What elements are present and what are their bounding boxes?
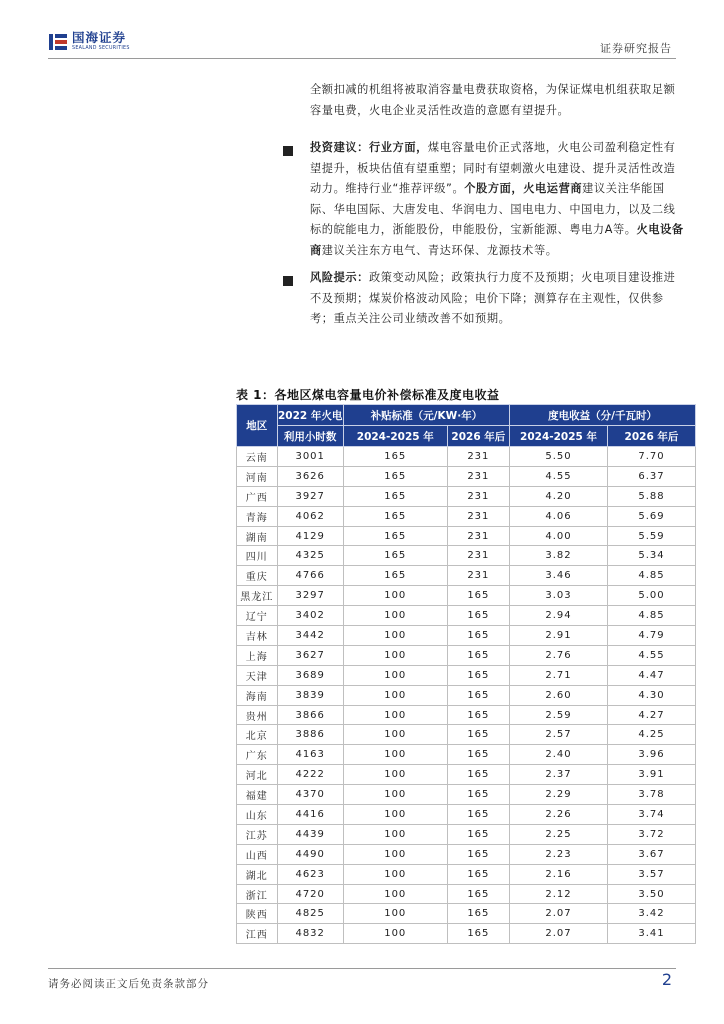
cell-region: 河北: [237, 765, 278, 785]
cell-revenue-2024: 3.82: [510, 546, 608, 566]
cell-revenue-2026: 4.25: [607, 725, 695, 745]
header-subsidy-2026: 2026 年后: [447, 426, 509, 447]
cell-subsidy-2026: 231: [447, 447, 509, 467]
cell-subsidy-2024: 100: [343, 824, 447, 844]
cell-hours: 4720: [277, 884, 343, 904]
cell-subsidy-2026: 231: [447, 506, 509, 526]
cell-revenue-2024: 2.12: [510, 884, 608, 904]
cell-revenue-2024: 2.76: [510, 645, 608, 665]
table-row: [237, 645, 696, 665]
cell-subsidy-2026: 165: [447, 606, 509, 626]
cell-region: 云南: [237, 447, 278, 467]
header-region: 地区: [237, 405, 278, 447]
cell-hours: 4490: [277, 844, 343, 864]
cell-subsidy-2024: 100: [343, 924, 447, 944]
table-row: [237, 884, 696, 904]
cell-hours: 4416: [277, 805, 343, 825]
cell-revenue-2024: 2.91: [510, 626, 608, 646]
table-row: [237, 864, 696, 884]
table-title: 表 1：各地区煤电容量电价补偿标准及度电收益: [236, 388, 500, 402]
cell-revenue-2024: 4.20: [510, 486, 608, 506]
cell-subsidy-2024: 100: [343, 685, 447, 705]
cell-region: 天津: [237, 665, 278, 685]
cell-region: 重庆: [237, 566, 278, 586]
cell-hours: 3927: [277, 486, 343, 506]
cell-revenue-2026: 6.37: [607, 466, 695, 486]
cell-revenue-2024: 2.57: [510, 725, 608, 745]
cell-subsidy-2026: 165: [447, 745, 509, 765]
cell-hours: 4766: [277, 566, 343, 586]
cell-revenue-2024: 2.25: [510, 824, 608, 844]
cell-revenue-2026: 3.42: [607, 904, 695, 924]
cell-revenue-2026: 4.30: [607, 685, 695, 705]
cell-revenue-2026: 7.70: [607, 447, 695, 467]
table-row: [237, 546, 696, 566]
cell-revenue-2024: 2.16: [510, 864, 608, 884]
cell-revenue-2024: 5.50: [510, 447, 608, 467]
cell-subsidy-2024: 100: [343, 805, 447, 825]
cell-subsidy-2024: 165: [343, 486, 447, 506]
paragraph-capacity-fee: 全额扣减的机组将被取消容量电费获取资格，为保证煤电机组获取足额容量电费，火电企业灵活性改造的意愿有望提升。: [310, 83, 676, 117]
cell-hours: 4439: [277, 824, 343, 844]
cell-revenue-2026: 3.78: [607, 785, 695, 805]
cell-revenue-2024: 4.00: [510, 526, 608, 546]
investment-text-operators: 建议关注华能国际、华电国际、大唐发电、华润电力、国电电力、中国电力，以及二线标的皖能电力，浙能股份，申能股份，宝新能源、粤电力A等。: [310, 182, 676, 236]
cell-revenue-2024: 2.60: [510, 685, 608, 705]
cell-subsidy-2024: 100: [343, 645, 447, 665]
cell-subsidy-2024: 165: [343, 526, 447, 546]
cell-revenue-2026: 3.91: [607, 765, 695, 785]
cell-region: 海南: [237, 685, 278, 705]
cell-subsidy-2024: 100: [343, 884, 447, 904]
cell-hours: 3626: [277, 466, 343, 486]
cell-hours: 3402: [277, 606, 343, 626]
cell-subsidy-2024: 100: [343, 785, 447, 805]
cell-revenue-2024: 3.03: [510, 586, 608, 606]
cell-subsidy-2026: 165: [447, 705, 509, 725]
page-header: [48, 30, 676, 58]
cell-region: 北京: [237, 725, 278, 745]
cell-subsidy-2024: 100: [343, 705, 447, 725]
cell-revenue-2026: 4.47: [607, 665, 695, 685]
cell-revenue-2026: 5.59: [607, 526, 695, 546]
cell-subsidy-2026: 231: [447, 546, 509, 566]
cell-revenue-2026: 3.57: [607, 864, 695, 884]
cell-subsidy-2024: 165: [343, 546, 447, 566]
cell-hours: 4129: [277, 526, 343, 546]
cell-region: 山东: [237, 805, 278, 825]
table-row: [237, 745, 696, 765]
table-row: [237, 725, 696, 745]
cell-region: 江西: [237, 924, 278, 944]
sealand-logo-icon: [48, 32, 68, 52]
cell-subsidy-2026: 165: [447, 844, 509, 864]
cell-region: 浙江: [237, 884, 278, 904]
table-row: [237, 765, 696, 785]
cell-revenue-2024: 2.07: [510, 904, 608, 924]
table-row: [237, 526, 696, 546]
cell-subsidy-2026: 165: [447, 665, 509, 685]
cell-revenue-2026: 3.41: [607, 924, 695, 944]
table-row: [237, 566, 696, 586]
cell-subsidy-2024: 100: [343, 586, 447, 606]
table-row: [237, 844, 696, 864]
cell-hours: 4062: [277, 506, 343, 526]
table-row: [237, 606, 696, 626]
cell-region: 贵州: [237, 705, 278, 725]
cell-subsidy-2026: 165: [447, 824, 509, 844]
cell-subsidy-2026: 165: [447, 785, 509, 805]
cell-revenue-2024: 4.06: [510, 506, 608, 526]
cell-hours: 3297: [277, 586, 343, 606]
cell-revenue-2026: 3.50: [607, 884, 695, 904]
cell-subsidy-2024: 100: [343, 725, 447, 745]
cell-revenue-2024: 2.37: [510, 765, 608, 785]
table-row: [237, 924, 696, 944]
cell-region: 吉林: [237, 626, 278, 646]
cell-subsidy-2024: 100: [343, 626, 447, 646]
investment-advice-label: 投资建议：: [310, 141, 369, 154]
table-body: [237, 447, 696, 944]
cell-hours: 4825: [277, 904, 343, 924]
cell-region: 湖北: [237, 864, 278, 884]
page-number: 2: [661, 970, 672, 989]
cell-revenue-2026: 3.96: [607, 745, 695, 765]
cell-revenue-2026: 3.67: [607, 844, 695, 864]
cell-region: 福建: [237, 785, 278, 805]
cell-hours: 3689: [277, 665, 343, 685]
table-row: [237, 626, 696, 646]
table-row: [237, 506, 696, 526]
cell-revenue-2026: 4.55: [607, 645, 695, 665]
cell-revenue-2024: 4.55: [510, 466, 608, 486]
cell-subsidy-2024: 100: [343, 864, 447, 884]
cell-region: 黑龙江: [237, 586, 278, 606]
cell-revenue-2026: 3.72: [607, 824, 695, 844]
logo-chinese-name: 国海证券: [72, 30, 127, 46]
cell-revenue-2026: 4.85: [607, 606, 695, 626]
cell-subsidy-2026: 165: [447, 884, 509, 904]
cell-subsidy-2026: 165: [447, 685, 509, 705]
header-hours-line1: 2022 年火电: [277, 405, 343, 426]
cell-revenue-2024: 2.94: [510, 606, 608, 626]
cell-hours: 4222: [277, 765, 343, 785]
cell-revenue-2026: 5.34: [607, 546, 695, 566]
cell-subsidy-2026: 165: [447, 765, 509, 785]
cell-hours: 3442: [277, 626, 343, 646]
paragraph-investment-advice: [310, 138, 686, 261]
cell-revenue-2024: 2.40: [510, 745, 608, 765]
investment-text-industry: 煤电容量电价正式落地，火电公司盈利稳定性有望提升，板块估值有望重塑；同时有望刺激火电建设、提升灵活性改造动力。维持行业“推荐评级”。: [310, 141, 676, 195]
header-revenue-2026: 2026 年后: [607, 426, 695, 447]
cell-revenue-2024: 2.71: [510, 665, 608, 685]
cell-subsidy-2026: 165: [447, 626, 509, 646]
cell-revenue-2026: 5.00: [607, 586, 695, 606]
cell-subsidy-2026: 165: [447, 645, 509, 665]
header-hours-line2: 利用小时数: [277, 426, 343, 447]
table-row: [237, 447, 696, 467]
cell-subsidy-2024: 100: [343, 665, 447, 685]
cell-region: 四川: [237, 546, 278, 566]
cell-hours: 3866: [277, 705, 343, 725]
cell-region: 山西: [237, 844, 278, 864]
cell-subsidy-2026: 231: [447, 466, 509, 486]
cell-region: 陕西: [237, 904, 278, 924]
header-revenue-per-kwh: 度电收益（分/千瓦时）: [510, 405, 696, 426]
cell-revenue-2026: 4.79: [607, 626, 695, 646]
cell-revenue-2026: 3.74: [607, 805, 695, 825]
cell-subsidy-2024: 100: [343, 745, 447, 765]
table-row: [237, 486, 696, 506]
logo-english-name: SEALAND SECURITIES: [72, 45, 130, 51]
cell-revenue-2024: 2.26: [510, 805, 608, 825]
cell-subsidy-2026: 165: [447, 864, 509, 884]
cell-subsidy-2026: 165: [447, 904, 509, 924]
cell-subsidy-2026: 231: [447, 486, 509, 506]
table-row: [237, 785, 696, 805]
header-divider: [48, 58, 676, 59]
cell-revenue-2026: 5.88: [607, 486, 695, 506]
industry-label: 行业方面，: [368, 141, 428, 154]
cell-subsidy-2024: 165: [343, 447, 447, 467]
cell-region: 广西: [237, 486, 278, 506]
cell-subsidy-2026: 165: [447, 586, 509, 606]
cell-hours: 4325: [277, 546, 343, 566]
cell-revenue-2026: 4.85: [607, 566, 695, 586]
footer-divider: [48, 968, 676, 969]
investment-text-equipment: 建议关注东方电气、青达环保、龙源技术等。: [321, 243, 558, 257]
cell-revenue-2026: 4.27: [607, 705, 695, 725]
table-row: [237, 665, 696, 685]
table-row: [237, 466, 696, 486]
cell-hours: 3886: [277, 725, 343, 745]
bullet-square-icon: [283, 146, 293, 156]
cell-hours: 4370: [277, 785, 343, 805]
cell-region: 上海: [237, 645, 278, 665]
footer-disclaimer: 请务必阅读正文后免责条款部分: [48, 978, 209, 990]
table-row: [237, 805, 696, 825]
table-row: [237, 586, 696, 606]
cell-subsidy-2026: 165: [447, 924, 509, 944]
cell-subsidy-2026: 231: [447, 526, 509, 546]
table-row: [237, 705, 696, 725]
cell-revenue-2024: 3.46: [510, 566, 608, 586]
cell-region: 江苏: [237, 824, 278, 844]
cell-region: 河南: [237, 466, 278, 486]
cell-revenue-2024: 2.23: [510, 844, 608, 864]
stock-label: 个股方面，: [464, 182, 524, 195]
cell-hours: 3001: [277, 447, 343, 467]
cell-revenue-2026: 5.69: [607, 506, 695, 526]
risk-label: 风险提示：: [310, 271, 369, 284]
cell-hours: 4832: [277, 924, 343, 944]
capacity-price-table: [236, 404, 696, 944]
table-row: [237, 904, 696, 924]
cell-hours: 4163: [277, 745, 343, 765]
paragraph-risk-warning: [310, 268, 686, 330]
risk-text: 政策变动风险；政策执行力度不及预期；火电项目建设推进不及预期；煤炭价格波动风险；电价下降；测算存在主观性，仅供参考；重点关注公司业绩改善不如预期。: [310, 271, 676, 325]
cell-region: 青海: [237, 506, 278, 526]
report-type-label: 证券研究报告: [600, 42, 672, 55]
header-subsidy-standard: 补贴标准（元/KW·年）: [343, 405, 509, 426]
cell-subsidy-2026: 165: [447, 725, 509, 745]
cell-subsidy-2024: 100: [343, 765, 447, 785]
cell-revenue-2024: 2.29: [510, 785, 608, 805]
cell-subsidy-2024: 165: [343, 566, 447, 586]
cell-subsidy-2024: 100: [343, 606, 447, 626]
operator-label: 火电运营商: [523, 182, 583, 195]
cell-region: 广东: [237, 745, 278, 765]
bullet-square-icon: [283, 276, 293, 286]
cell-subsidy-2026: 165: [447, 805, 509, 825]
cell-subsidy-2024: 165: [343, 466, 447, 486]
cell-hours: 3627: [277, 645, 343, 665]
header-subsidy-2024: 2024-2025 年: [343, 426, 447, 447]
cell-hours: 3839: [277, 685, 343, 705]
equipment-label: 火电设备商: [310, 223, 684, 257]
cell-subsidy-2024: 100: [343, 844, 447, 864]
cell-region: 辽宁: [237, 606, 278, 626]
table-row: [237, 824, 696, 844]
cell-subsidy-2024: 100: [343, 904, 447, 924]
cell-region: 湖南: [237, 526, 278, 546]
cell-hours: 4623: [277, 864, 343, 884]
table-row: [237, 685, 696, 705]
cell-subsidy-2024: 165: [343, 506, 447, 526]
company-logo: [48, 30, 130, 54]
cell-subsidy-2026: 231: [447, 566, 509, 586]
cell-revenue-2024: 2.59: [510, 705, 608, 725]
header-revenue-2024: 2024-2025 年: [510, 426, 608, 447]
cell-revenue-2024: 2.07: [510, 924, 608, 944]
